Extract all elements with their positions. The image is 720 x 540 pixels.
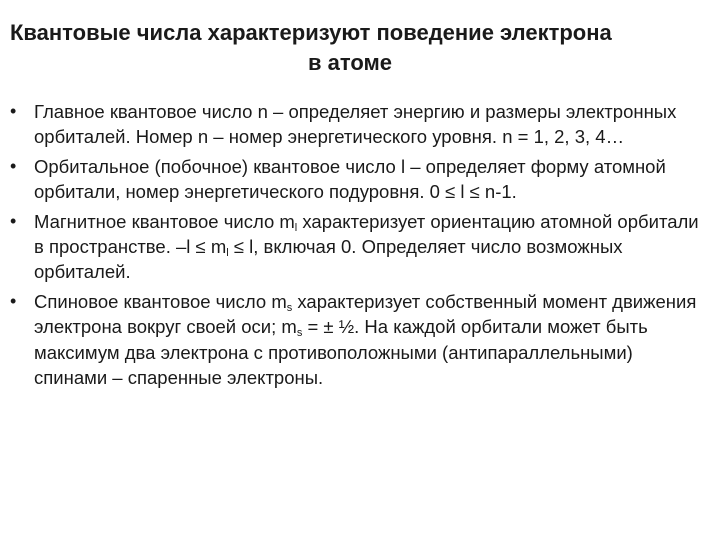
text-part: Спиновое квантовое число m xyxy=(34,290,287,312)
text-part: характеризует ориентацию атомной орбитали в пространстве. –l ≤ m xyxy=(34,210,699,258)
slide-title xyxy=(10,18,690,78)
subscript: s xyxy=(286,301,293,314)
bullet-item-orbital xyxy=(8,154,708,205)
bullet-text: Орбитальное (побочное) квантовое число l – определяет форму атомной орбитали, номер энергетического подуровня. 0 ≤ l ≤ n-1. xyxy=(34,155,666,203)
bullet-list xyxy=(8,99,708,394)
text-part: характеризует собственный момент движения электрона вокруг своей оси; m xyxy=(34,290,697,338)
bullet-icon: • xyxy=(10,290,17,311)
subscript: l xyxy=(294,221,298,234)
text-part: = ± ½. На каждой орбитали может быть максимум два электрона с противоположными (антипараллельными) спинами – спаренные электроны. xyxy=(34,316,648,389)
bullet-item-principal xyxy=(8,99,708,150)
bullet-text xyxy=(34,211,699,283)
title-line-2: в атоме xyxy=(307,50,392,75)
bullet-item-magnetic xyxy=(8,209,708,285)
title-line-1: Квантовые числа характеризуют поведение электрона xyxy=(10,20,612,45)
bullet-icon: • xyxy=(10,210,17,231)
text-part: Магнитное квантовое число m xyxy=(34,210,295,232)
bullet-icon: • xyxy=(10,101,17,121)
bullet-text: Главное квантовое число n – определяет энергию и размеры электронных орбиталей. Номер n – номер энергетического уровня. n = 1, 2, 3, 4… xyxy=(34,101,677,148)
bullet-icon: • xyxy=(10,155,17,176)
subscript: l xyxy=(226,247,229,260)
bullet-text xyxy=(34,291,696,388)
text-part: ≤ l, включая 0. Определяет число возможных орбиталей. xyxy=(34,236,623,283)
subscript: s xyxy=(296,327,303,340)
bullet-item-spin xyxy=(8,289,708,391)
